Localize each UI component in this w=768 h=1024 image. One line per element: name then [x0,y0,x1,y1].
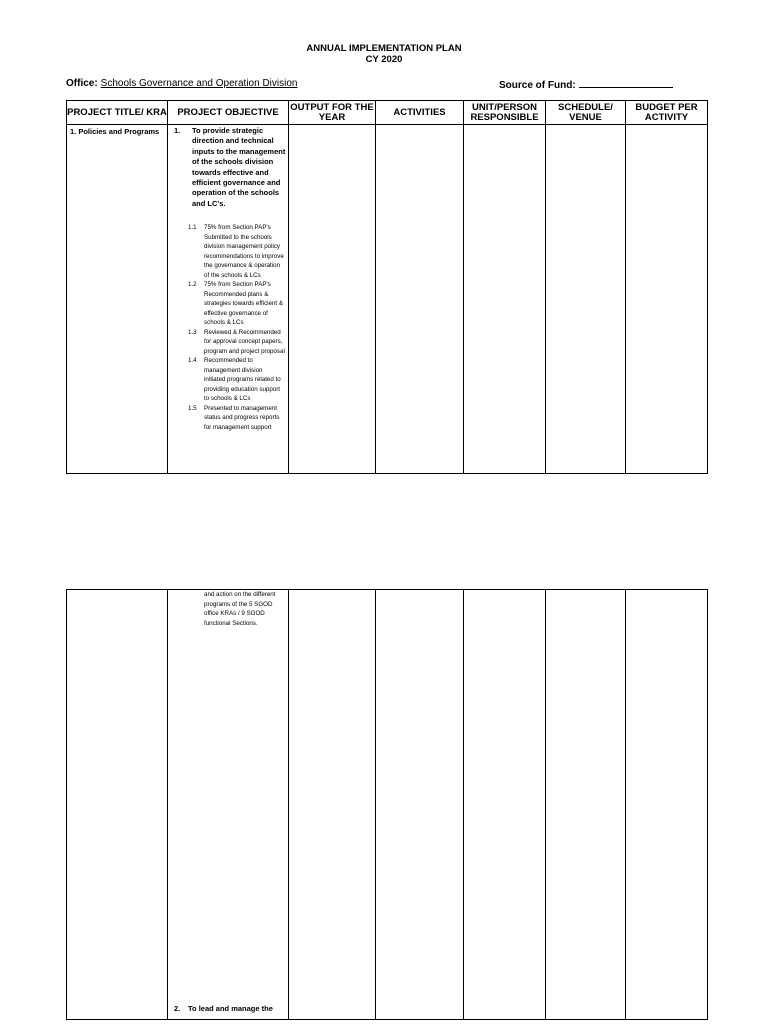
sub-objective-text: Recommended to management division initiated programs related to providing education support to schools & LCs [204,357,281,403]
activities-cell [376,125,464,474]
sub-objective-list [168,223,288,432]
plan-table-page1 [66,100,708,474]
list-item [188,280,285,328]
unit-person-cell [464,125,546,474]
objective-cell [168,590,289,1020]
col-header-output: OUTPUT FOR THE YEAR [290,101,374,123]
sub-objective-text: Reviewed & Recommended for approval concept papers, program and project proposal [204,328,285,355]
office-label: Office: [66,78,98,89]
sub-objective-text: 75% from Section PAP's Submitted to the schools division management policy recommendations to improve the governance & operation of the schools & LCs [204,224,284,279]
source-of-fund [499,78,673,91]
schedule-cell [546,125,626,474]
office-value: Schools Governance and Operation Division [100,78,298,89]
fund-blank-line [579,78,673,88]
col-header-activities: ACTIVITIES [376,101,464,125]
sub-objective-number: 1.3 [188,328,197,336]
objective-1 [168,125,288,209]
table-row [67,590,708,1020]
objective-1-number: 1. [174,126,181,135]
list-item [188,356,285,404]
plan-table-page2 [66,589,708,1020]
sub-objective-number: 1.4 [188,357,197,365]
col-header-budget: BUDGET PER ACTIVITY [626,101,708,125]
header-row [67,101,708,125]
sub-objective-number: 1.1 [188,224,197,232]
budget-cell [626,125,708,474]
output-cell [289,590,376,1020]
sub-objective-number: 1.5 [188,404,197,412]
fund-label: Source of Fund: [499,80,576,91]
objective-2 [174,1004,273,1013]
sub-objective-text: Presented to management status and progress reports for management support [204,404,280,431]
output-cell [289,125,376,474]
kra-cell [67,590,168,1020]
col-header-unit-person: UNIT/PERSON RESPONSIBLE [464,101,546,125]
objective-continuation: and action on the different programs of the 5 SGOD office KRAs / 9 SGOD functional Sections. [204,591,276,627]
budget-cell [626,590,708,1020]
page-title [0,43,768,65]
unit-person-cell [464,590,546,1020]
sub-objective-number: 1.2 [188,281,197,289]
sub-objective-text: 75% from Section PAP's Recommended plans & strategies towards efficient & effective governance of schools & LCs [204,281,283,327]
objective-1-text: To provide strategic direction and technical inputs to the management of the schools division towards effective and efficient governance and operation of the schools and LC's. [192,126,286,208]
table-row [67,125,708,474]
list-item [188,404,285,433]
kra-cell: 1. Policies and Programs [67,125,168,474]
office-line [66,78,297,89]
plan-title: ANNUAL IMPLEMENTATION PLAN [306,43,462,54]
objective-2-number: 2. [174,1004,181,1013]
col-header-schedule: SCHEDULE/ VENUE [546,101,626,125]
plan-year: CY 2020 [365,54,403,65]
objective-cell [168,125,289,474]
objective-2-text: To lead and manage the [188,1004,273,1013]
schedule-cell [546,590,626,1020]
list-item [188,223,285,280]
activities-cell [376,590,464,1020]
col-header-project-objective: PROJECT OBJECTIVE [168,101,289,125]
list-item [188,328,285,357]
col-header-project-title: PROJECT TITLE/ KRA [67,101,168,125]
